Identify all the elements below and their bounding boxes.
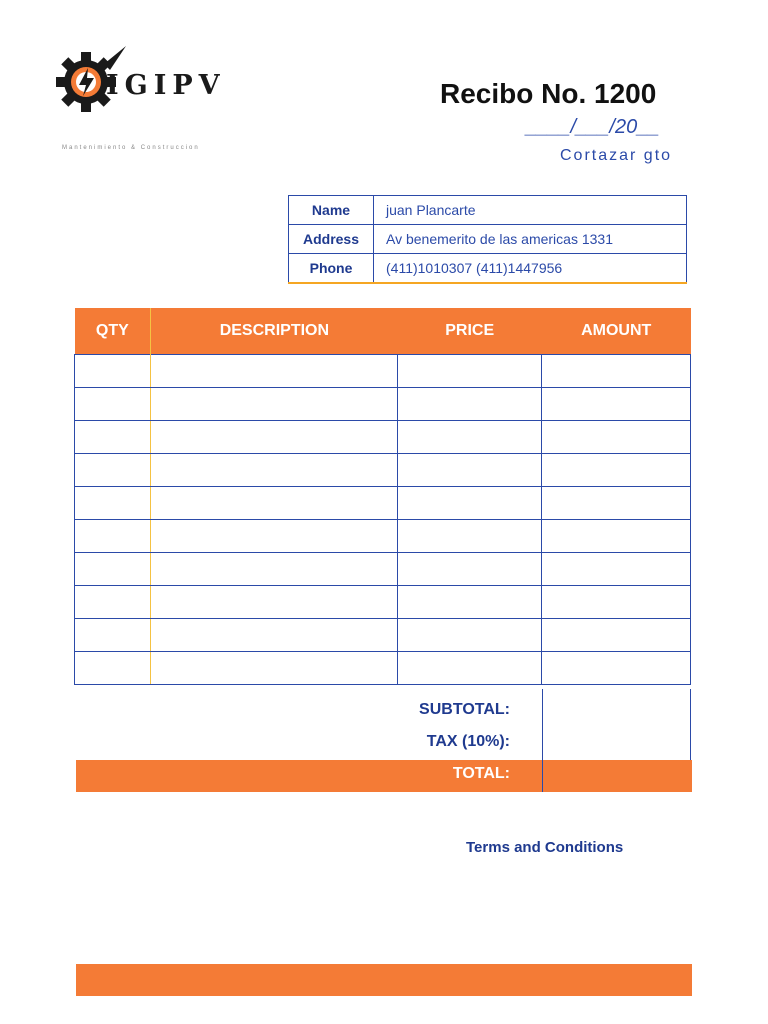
- customer-phone-row: [289, 254, 687, 284]
- price-cell: [397, 520, 541, 553]
- table-row: [75, 388, 691, 421]
- amount-cell: [542, 487, 691, 520]
- qty-cell: [75, 421, 151, 454]
- description-cell: [151, 619, 398, 652]
- amount-cell: [542, 520, 691, 553]
- receipt-city: Cortazar gto: [560, 147, 673, 164]
- qty-cell: [75, 586, 151, 619]
- name-label: Name: [289, 196, 374, 225]
- subtotal-label: SUBTOTAL:: [419, 701, 510, 718]
- qty-cell: [75, 355, 151, 388]
- amount-cell: [542, 553, 691, 586]
- amount-cell: [542, 355, 691, 388]
- table-row: [75, 619, 691, 652]
- description-cell: [151, 388, 398, 421]
- customer-name-row: [289, 196, 687, 225]
- price-cell: [397, 619, 541, 652]
- items-header-row: [75, 308, 691, 355]
- description-cell: [151, 487, 398, 520]
- table-row: [75, 553, 691, 586]
- description-cell: [151, 454, 398, 487]
- phone-value: (411)1010307 (411)1447956: [374, 254, 687, 284]
- total-label: TOTAL:: [452, 765, 510, 782]
- price-cell: [397, 586, 541, 619]
- customer-info-table: [288, 195, 687, 284]
- description-cell: [151, 355, 398, 388]
- totals-divider: [542, 689, 543, 760]
- qty-cell: [75, 487, 151, 520]
- amount-header: AMOUNT: [542, 308, 691, 355]
- logo-tagline: Mantenimiento & Construccion: [62, 145, 200, 151]
- description-header: DESCRIPTION: [151, 308, 398, 355]
- table-row: [75, 520, 691, 553]
- table-row: [75, 652, 691, 685]
- phone-label: Phone: [289, 254, 374, 284]
- amount-cell: [542, 619, 691, 652]
- items-table: [74, 308, 691, 685]
- table-row: [75, 586, 691, 619]
- qty-cell: [75, 652, 151, 685]
- price-cell: [397, 487, 541, 520]
- qty-header: QTY: [75, 308, 151, 355]
- qty-cell: [75, 388, 151, 421]
- name-value: juan Plancarte: [374, 196, 687, 225]
- tax-label: TAX (10%):: [426, 733, 510, 750]
- footer-bar: [76, 964, 692, 996]
- customer-address-row: [289, 225, 687, 254]
- receipt-title: Recibo No. 1200: [440, 78, 657, 109]
- table-row: [75, 454, 691, 487]
- table-row: [75, 355, 691, 388]
- totals-right-border: [690, 689, 691, 760]
- table-row: [75, 421, 691, 454]
- logo-brand-text: IGIPV: [106, 70, 226, 101]
- qty-cell: [75, 520, 151, 553]
- description-cell: [151, 553, 398, 586]
- amount-cell: [542, 421, 691, 454]
- company-logo: [56, 44, 256, 154]
- description-cell: [151, 652, 398, 685]
- amount-cell: [542, 652, 691, 685]
- qty-cell: [75, 454, 151, 487]
- price-cell: [397, 421, 541, 454]
- address-value: Av benemerito de las americas 1331: [374, 225, 687, 254]
- description-cell: [151, 586, 398, 619]
- qty-cell: [75, 619, 151, 652]
- address-label: Address: [289, 225, 374, 254]
- description-cell: [151, 421, 398, 454]
- price-cell: [397, 388, 541, 421]
- price-cell: [397, 553, 541, 586]
- price-cell: [397, 355, 541, 388]
- receipt-date: ____/___/20__: [526, 116, 660, 138]
- amount-cell: [542, 388, 691, 421]
- amount-cell: [542, 454, 691, 487]
- qty-cell: [75, 553, 151, 586]
- price-cell: [397, 652, 541, 685]
- description-cell: [151, 520, 398, 553]
- amount-cell: [542, 586, 691, 619]
- terms-and-conditions: Terms and Conditions: [466, 839, 624, 856]
- price-header: PRICE: [397, 308, 541, 355]
- table-row: [75, 487, 691, 520]
- price-cell: [397, 454, 541, 487]
